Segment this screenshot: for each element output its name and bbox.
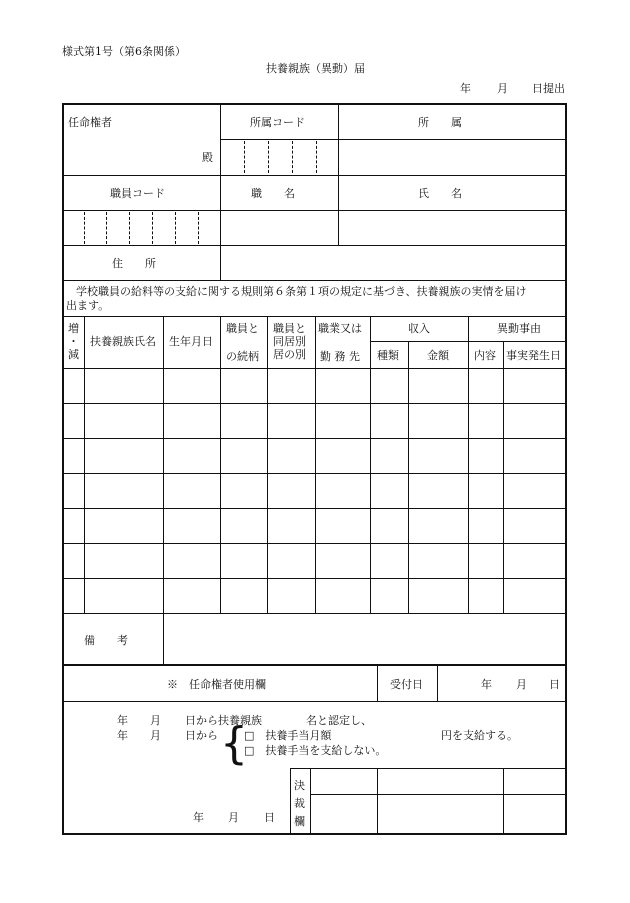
- col-cohab-1: 職員と: [273, 322, 306, 335]
- digit-divider: [175, 212, 176, 244]
- date-year: 年: [193, 811, 204, 824]
- digit-divider: [292, 141, 293, 173]
- vline: [310, 768, 311, 835]
- digit-divider: [106, 212, 107, 244]
- pay-year: 年: [117, 729, 128, 742]
- hline: [62, 701, 567, 702]
- affiliation-label: 所 属: [418, 116, 462, 129]
- col-job-2: 勤 務 先: [320, 350, 360, 363]
- col-birth-date: 生年月日: [169, 335, 213, 348]
- cert-year: 年: [117, 714, 128, 727]
- digit-divider: [268, 141, 269, 173]
- statement-line-1: 学校職員の給料等の支給に関する規則第６条第１項の規定に基づき、扶養親族の実情を届け: [76, 285, 527, 298]
- col-job-1: 職業又は: [318, 322, 362, 335]
- vline: [267, 316, 268, 613]
- col-relation-2: の続柄: [226, 350, 259, 363]
- pay-month: 月: [150, 729, 161, 742]
- col-cohab-2: 同居別: [273, 335, 306, 348]
- col-dot: ・: [68, 335, 79, 348]
- cert-certify: 名と認定し、: [306, 714, 372, 727]
- col-change-content: 内容: [474, 349, 496, 362]
- col-increase: 増: [68, 322, 79, 335]
- vline: [220, 103, 221, 280]
- digit-divider: [316, 141, 317, 173]
- vline: [437, 664, 438, 701]
- vline: [84, 316, 85, 613]
- form-title: 扶養親族（異動）届: [266, 62, 365, 75]
- col-decrease: 減: [68, 348, 79, 361]
- option-pay-tail: 円を支給する。: [441, 729, 518, 742]
- vline: [503, 341, 504, 613]
- col-income-amount: 金額: [427, 349, 449, 362]
- appointer-label: 任命権者: [68, 116, 112, 129]
- vline: [377, 664, 378, 701]
- date-month: 月: [228, 811, 239, 824]
- submit-month: 月: [497, 82, 508, 95]
- col-dependent-name: 扶養親族氏名: [90, 335, 156, 348]
- decision-char-1: 決: [294, 779, 305, 792]
- digit-divider: [129, 212, 130, 244]
- hline: [62, 245, 567, 246]
- cert-from: 日から扶養親族: [185, 714, 262, 727]
- col-relation-1: 職員と: [226, 322, 259, 335]
- vline: [220, 316, 221, 613]
- hline: [310, 794, 567, 795]
- col-change-reason: 異動事由: [497, 322, 541, 335]
- hline: [62, 210, 567, 211]
- col-cohab-3: 居の別: [273, 348, 306, 361]
- decision-char-2: 裁: [294, 797, 305, 810]
- name-label: 氏 名: [418, 187, 462, 200]
- received-label: 受付日: [390, 678, 423, 691]
- submit-day: 日提出: [532, 82, 565, 95]
- position-label: 職 名: [251, 187, 295, 200]
- option-not-pay: □ 扶養手当を支給しない。: [244, 744, 387, 757]
- vline: [338, 103, 339, 245]
- digit-divider: [198, 212, 199, 244]
- vline: [315, 316, 316, 613]
- received-month: 月: [516, 678, 527, 691]
- statement-line-2: 出ます。: [66, 299, 110, 312]
- received-year: 年: [481, 678, 492, 691]
- office-section-title: ※ 任命権者使用欄: [167, 678, 266, 691]
- hline: [220, 139, 567, 140]
- vline: [503, 768, 504, 835]
- affiliation-code-label: 所属コード: [250, 116, 305, 129]
- hline: [62, 175, 567, 176]
- submit-year: 年: [460, 82, 471, 95]
- col-change-date: 事実発生日: [506, 349, 561, 362]
- col-income: 収入: [408, 322, 430, 335]
- staff-code-label: 職員コード: [110, 187, 165, 200]
- hline: [62, 280, 567, 281]
- vline: [290, 768, 291, 835]
- vline: [377, 768, 378, 835]
- received-day: 日: [549, 678, 560, 691]
- hline: [62, 613, 567, 614]
- decision-char-3: 欄: [294, 815, 305, 828]
- vline: [370, 316, 371, 613]
- brace-icon: {: [220, 718, 248, 769]
- cert-month: 月: [150, 714, 161, 727]
- vline: [408, 341, 409, 613]
- pay-from: 日から: [185, 729, 218, 742]
- digit-divider: [244, 141, 245, 173]
- vline: [163, 316, 164, 664]
- digit-divider: [84, 212, 85, 244]
- address-label: 住 所: [112, 257, 156, 270]
- hline: [290, 768, 567, 769]
- digit-divider: [152, 212, 153, 244]
- option-pay: □ 扶養手当月額: [244, 729, 332, 742]
- dono-label: 殿: [202, 151, 213, 164]
- remarks-label: 備 考: [84, 634, 128, 647]
- date-day: 日: [264, 811, 275, 824]
- vline: [468, 316, 469, 613]
- form-number: 様式第1号（第6条関係）: [62, 45, 186, 58]
- col-income-type: 種類: [377, 349, 399, 362]
- hline: [62, 664, 567, 666]
